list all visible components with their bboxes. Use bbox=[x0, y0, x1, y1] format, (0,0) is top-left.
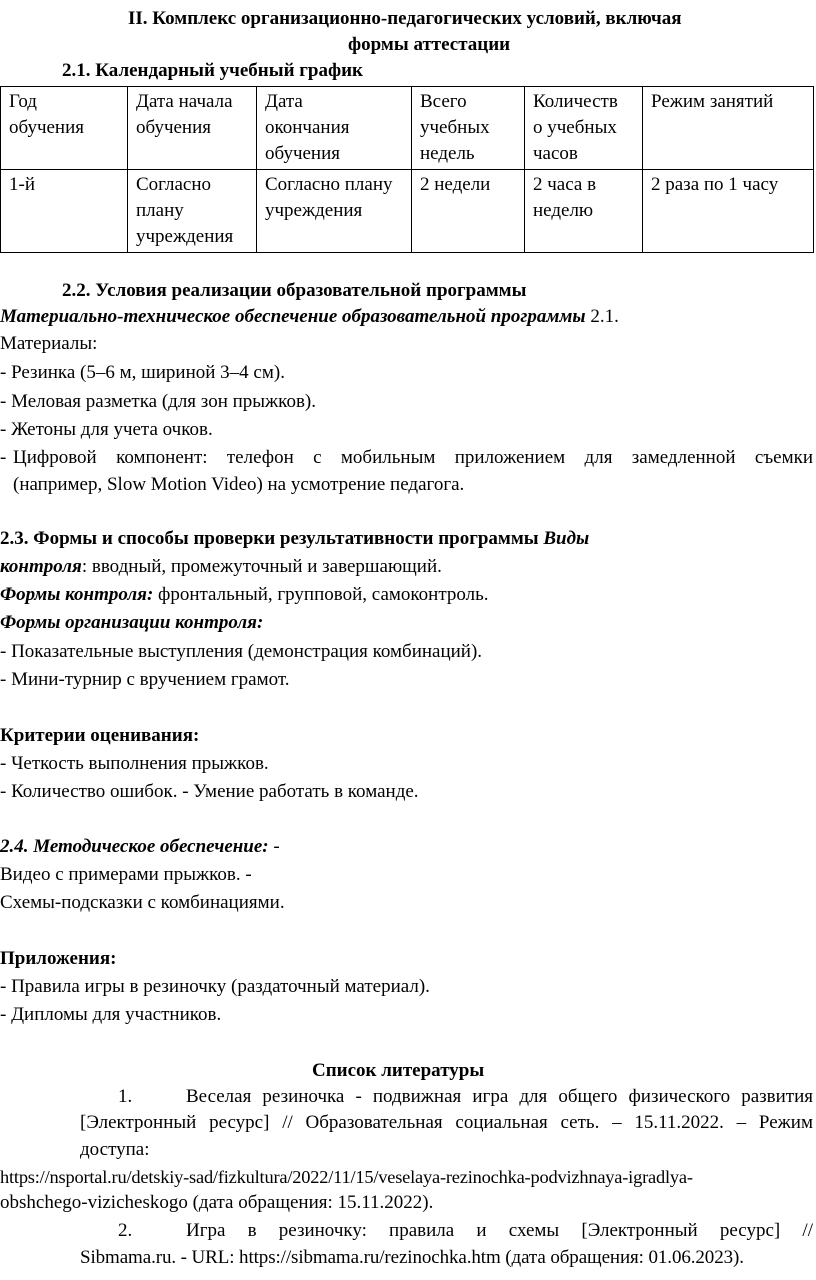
header-cell: Год обучения bbox=[1, 87, 128, 170]
ref-link[interactable]: https://nsportal.ru/detskiy-sad/fizkultura/2022/11/15/veselaya-rezinochka-podvizhnaya-igradlya- bbox=[0, 1167, 693, 1187]
conditions-heading: 2.2. Условия реализации образовательной программы bbox=[62, 280, 527, 301]
table-cell: Согласно плану учреждения bbox=[257, 170, 412, 253]
table-cell: Согласно плану учреждения bbox=[128, 170, 257, 253]
ref-text: доступа: bbox=[80, 1139, 150, 1160]
control-heading: 2.3. Формы и способы проверки результативности программы Виды bbox=[0, 528, 590, 549]
ref-text: [Электронный ресурс] // Образовательная социальная сеть. – 15.11.2022. – Режим bbox=[80, 1112, 813, 1133]
list-item: - Жетоны для учета очков. bbox=[0, 419, 213, 440]
header-cell: Дата окончания обучения bbox=[257, 87, 412, 170]
section-title-line1: II. Комплекс организационно-педагогических условий, включая bbox=[128, 8, 682, 29]
control-types: контроля: вводный, промежуточный и завершающий. bbox=[0, 556, 442, 577]
control-forms: Формы контроля: фронтальный, групповой, самоконтроль. bbox=[0, 584, 489, 605]
section-title-line2: формы аттестации bbox=[348, 34, 511, 55]
list-item-digital: Цифровой компонент: телефон с мобильным приложением для замедленной съемки bbox=[13, 447, 813, 468]
table-cell: 2 часа в неделю bbox=[525, 170, 643, 253]
table-cell: 2 недели bbox=[412, 170, 525, 253]
list-item: - Показательные выступления (демонстрация комбинаций). bbox=[0, 641, 483, 662]
list-item: - Правила игры в резиночку (раздаточный материал). bbox=[0, 976, 430, 997]
conditions-subheading: Материально-техническое обеспечение образовательной программы 2.1. bbox=[0, 306, 619, 327]
ref-text: Sibmama.ru. - URL: https://sibmama.ru/rezinochka.htm (дата обращения: 01.06.2023). bbox=[80, 1247, 744, 1268]
list-item: - Мини-турнир с вручением грамот. bbox=[0, 669, 290, 690]
methodical-line: Схемы-подсказки с комбинациями. bbox=[0, 892, 285, 913]
literature-heading: Список литературы bbox=[312, 1060, 485, 1081]
header-cell: Режим занятий bbox=[643, 87, 814, 170]
table-cell: 2 раза по 1 часу bbox=[643, 170, 814, 253]
appendix-heading: Приложения: bbox=[0, 948, 117, 969]
list-item: - Резинка (5–6 м, шириной 3–4 см). bbox=[0, 362, 285, 383]
table-header-row bbox=[1, 87, 814, 170]
ref-text: obshchego-vizicheskogo (дата обращения: 15.11.2022). bbox=[0, 1192, 434, 1213]
table-row bbox=[1, 170, 814, 253]
list-item: - Меловая разметка (для зон прыжков). bbox=[0, 391, 316, 412]
control-org-heading: Формы организации контроля: bbox=[0, 612, 264, 633]
list-item-digital-cont: (например, Slow Motion Video) на усмотрение педагога. bbox=[13, 474, 465, 495]
list-item: - Дипломы для участников. bbox=[0, 1004, 222, 1025]
calendar-heading: 2.1. Календарный учебный график bbox=[62, 60, 364, 81]
methodical-line: Видео с примерами прыжков. - bbox=[0, 864, 252, 885]
table-cell: 1-й bbox=[1, 170, 128, 253]
ref-text: Веселая резиночка - подвижная игра для общего физического развития bbox=[186, 1086, 813, 1107]
list-item: - Четкость выполнения прыжков. bbox=[0, 753, 269, 774]
ref-number: 1. bbox=[118, 1086, 133, 1107]
list-item: - Количество ошибок. - Умение работать в команде. bbox=[0, 781, 419, 802]
header-cell: Всего учебных недель bbox=[412, 87, 525, 170]
methodical-heading: 2.4. Методическое обеспечение: - bbox=[0, 836, 280, 857]
header-cell: Количеств о учебных часов bbox=[525, 87, 643, 170]
ref-number: 2. bbox=[118, 1220, 133, 1241]
calendar-table bbox=[0, 86, 814, 253]
list-item-dash: - bbox=[0, 447, 7, 468]
criteria-heading: Критерии оценивания: bbox=[0, 725, 200, 746]
materials-label: Материалы: bbox=[0, 333, 98, 354]
header-cell: Дата начала обучения bbox=[128, 87, 257, 170]
ref-text: Игра в резиночку: правила и схемы [Электронный ресурс] // bbox=[186, 1220, 813, 1241]
